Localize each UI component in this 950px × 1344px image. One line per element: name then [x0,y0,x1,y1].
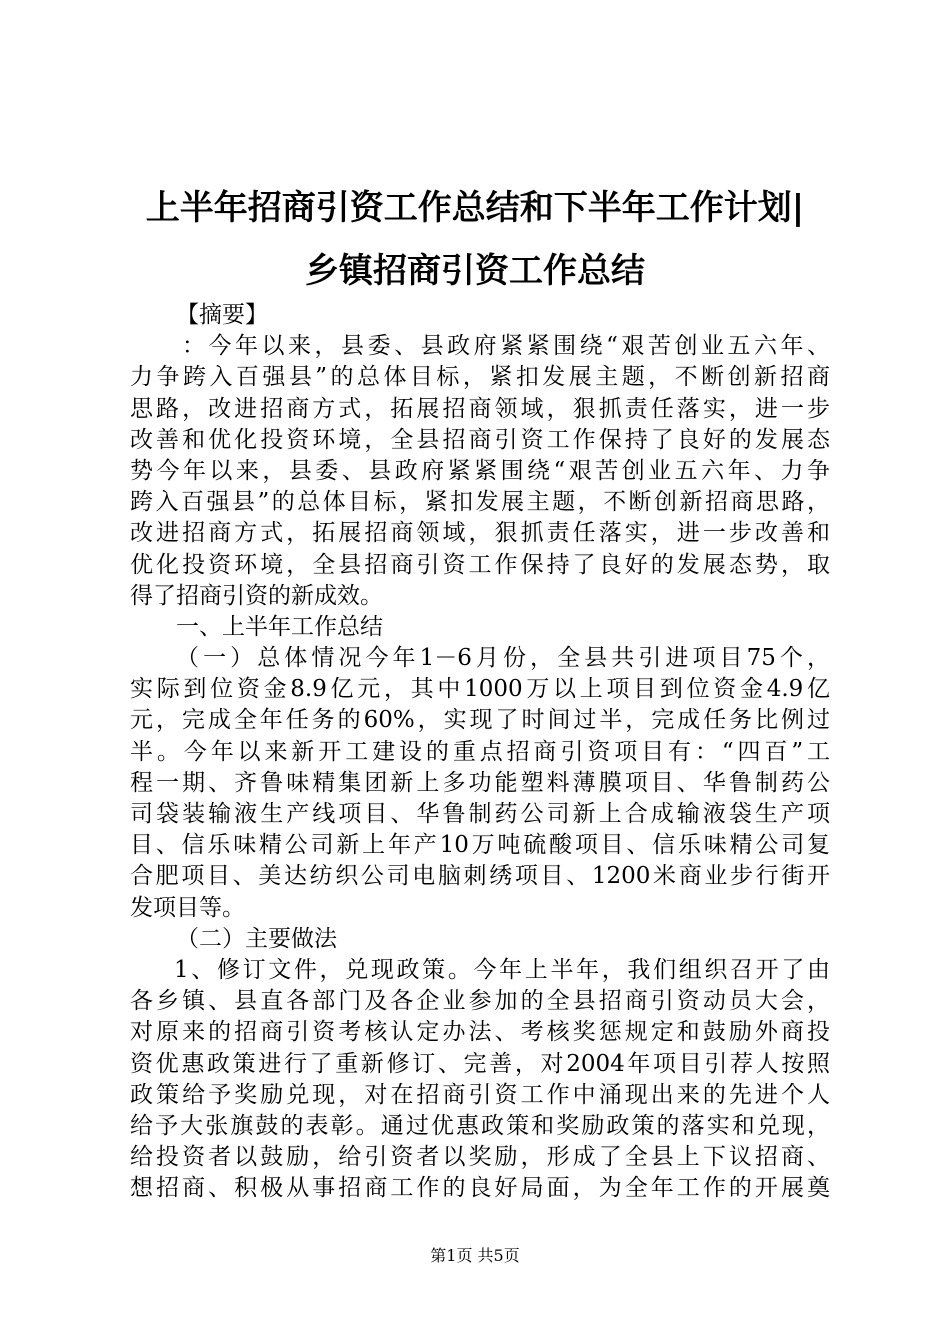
paragraph-line: 司袋装输液生产线项目、华鲁制药公司新上合成输液袋生产项 [130,801,830,827]
paragraph-line: 改进招商方式，拓展招商领域，狠抓责任落实，进一步改善和 [130,520,830,547]
paragraph-line: 思路，改进招商方式，拓展招商领域，狠抓责任落实，进一步 [130,395,830,422]
paragraph-line: 跨入百强县”的总体目标，紧扣发展主题，不断创新招商思路， [130,489,830,516]
paragraph-line: 改善和优化投资环境，全县招商引资工作保持了良好的发展态 [130,426,830,453]
paragraph-line: 给予大张旗鼓的表彰。通过优惠政策和奖励政策的落实和兑现， [130,1112,830,1139]
document-body [130,300,830,1204]
paragraph-line: 发项目等。 [130,894,245,921]
paragraph-line: 政策给予奖励兑现，对在招商引资工作中涌现出来的先进个人 [130,1081,830,1108]
abstract-label: 【摘要】 [176,302,268,328]
paragraph-line: 目、信乐味精公司新上年产10万吨硫酸项目、信乐味精公司复 [130,832,830,859]
paragraph-line: 元，完成全年任务的60%，实现了时间过半，完成任务比例过 [130,707,830,734]
paragraph-line: 想招商、积极从事招商工作的良好局面，为全年工作的开展奠 [130,1175,830,1202]
paragraph-line: 优化投资环境，全县招商引资工作保持了良好的发展态势，取 [130,551,830,578]
paragraph-line: 实际到位资金8.9亿元，其中1000万以上项目到位资金4.9亿 [130,676,830,703]
paragraph-line: 各乡镇、县直各部门及各企业参加的全县招商引资动员大会， [130,988,830,1015]
paragraph-line: 势今年以来，县委、县政府紧紧围绕“艰苦创业五六年、力争 [130,457,830,484]
paragraph-line: ：今年以来，县委、县政府紧紧围绕“艰苦创业五六年、 [182,333,830,360]
paragraph-line: 得了招商引资的新成效。 [130,582,383,609]
paragraph-line: 资优惠政策进行了重新修订、完善，对2004年项目引荐人按照 [130,1050,830,1077]
page-footer: 第1页 共5页 [430,1246,520,1265]
paragraph-line: 给投资者以鼓励，给引资者以奖励，形成了全县上下议招商、 [130,1144,830,1171]
paragraph-line: 对原来的招商引资考核认定办法、考核奖惩规定和鼓励外商投 [130,1019,830,1046]
paragraph-line: 程一期、齐鲁味精集团新上多功能塑料薄膜项目、华鲁制药公 [130,769,830,796]
paragraph-line: （一）总体情况今年1－6月份，全县共引进项目75个， [176,645,830,672]
paragraph-line: 1、修订文件，兑现政策。今年上半年，我们组织召开了由 [174,956,830,983]
paragraph-line: 合肥项目、美达纺织公司电脑刺绣项目、1200米商业步行街开 [130,863,830,890]
paragraph-line: 力争跨入百强县”的总体目标，紧扣发展主题，不断创新招商 [130,364,830,391]
paragraph-line: 半。今年以来新开工建设的重点招商引资项目有：“四百”工 [130,738,830,765]
section-heading: 一、上半年工作总结 [176,613,383,640]
document-title-line-1: 上半年招商引资工作总结和下半年工作计划| [145,188,805,228]
document-title-line-2: 乡镇招商引资工作总结 [305,251,645,291]
subsection-heading: （二）主要做法 [176,925,337,952]
